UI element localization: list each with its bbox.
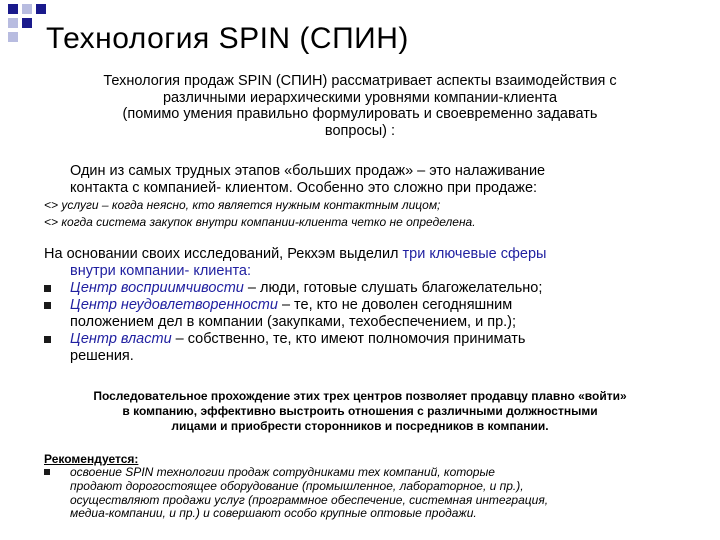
intro-line: вопросы) : [324,122,396,139]
recommend-line: продают дорогостоящее оборудование (промышленное, лабораторное, и пр.), [70,478,524,493]
summary-line: лицами и приобрести сторонников и посредников в компании. [171,419,549,433]
list-text: – люди, готовые слушать благожелательно; [243,280,543,296]
recommend-line: освоение SPIN технологии продаж сотрудниками тех компаний, которые [70,465,495,479]
corner-square [22,4,32,14]
list-item [44,297,684,331]
list-text: – те, кто не доволен сегодняшним [277,297,513,313]
corner-square [8,4,18,14]
list-item: <> услуги – когда неясно, кто является нужным контактным лицом; [44,198,441,212]
recommend-line: медиа-компании, и пр.) и совершают особо крупные оптовые продажи. [70,506,477,521]
list-continuation: положением дел в компании (закупками, техобеспечением, и пр.); [70,314,517,330]
bullet-icon [44,469,50,475]
recommend-line: осуществляют продажи услуг (программное обеспечение, системная интеграция, [70,492,549,507]
key-spheres-section [44,246,684,365]
lead-continuation: внутри компании- клиента: [70,263,252,279]
paragraph-line: контакта с компанией- клиентом. Особенно это сложно при продаже: [70,180,538,196]
intro-line: различными иерархическими уровнями компании-клиента [162,89,558,106]
bullet-icon [44,302,51,309]
list-text: – собственно, те, кто имеют полномочия принимать [171,331,526,347]
list-item [44,331,684,365]
section-lead [44,246,684,263]
list-continuation: решения. [70,348,134,364]
intro-line: (помимо умения правильно формулировать и своевременно задавать [122,106,598,122]
summary-paragraph [40,389,680,434]
list-item [44,280,684,297]
recommend-body [44,466,684,521]
summary-line: в компанию, эффективно выстроить отношения с различными должностными [122,404,598,418]
lead-text: На основании своих исследований, Рекхэм выделил [44,246,403,262]
page-title: Технология SPIN (СПИН) [46,22,409,55]
bullet-icon [44,285,51,292]
list-term: Центр власти [70,331,172,347]
corner-square [8,18,18,28]
paragraph-contact [70,163,670,197]
lead-highlight: три ключевые сферы [402,246,547,262]
intro-paragraph [40,73,680,139]
summary-line: Последовательное прохождение этих трех центров позволяет продавцу плавно «войти» [93,389,627,403]
paragraph-line: Один из самых трудных этапов «больших продаж» – это налаживание [70,163,546,179]
bullet-icon [44,336,51,343]
list-term: Центр восприимчивости [70,280,244,296]
list-term: Центр неудовлетворенности [70,297,278,313]
corner-square [36,4,46,14]
corner-square [8,32,18,42]
corner-square [22,18,32,28]
list-item: <> когда система закупок внутри компании-клиента четко не определена. [44,215,476,229]
intro-line: Технология продаж SPIN (СПИН) рассматривает аспекты взаимодействия с [103,73,617,89]
recommend-heading: Рекомендуется: [44,452,139,466]
list-item [44,466,684,521]
